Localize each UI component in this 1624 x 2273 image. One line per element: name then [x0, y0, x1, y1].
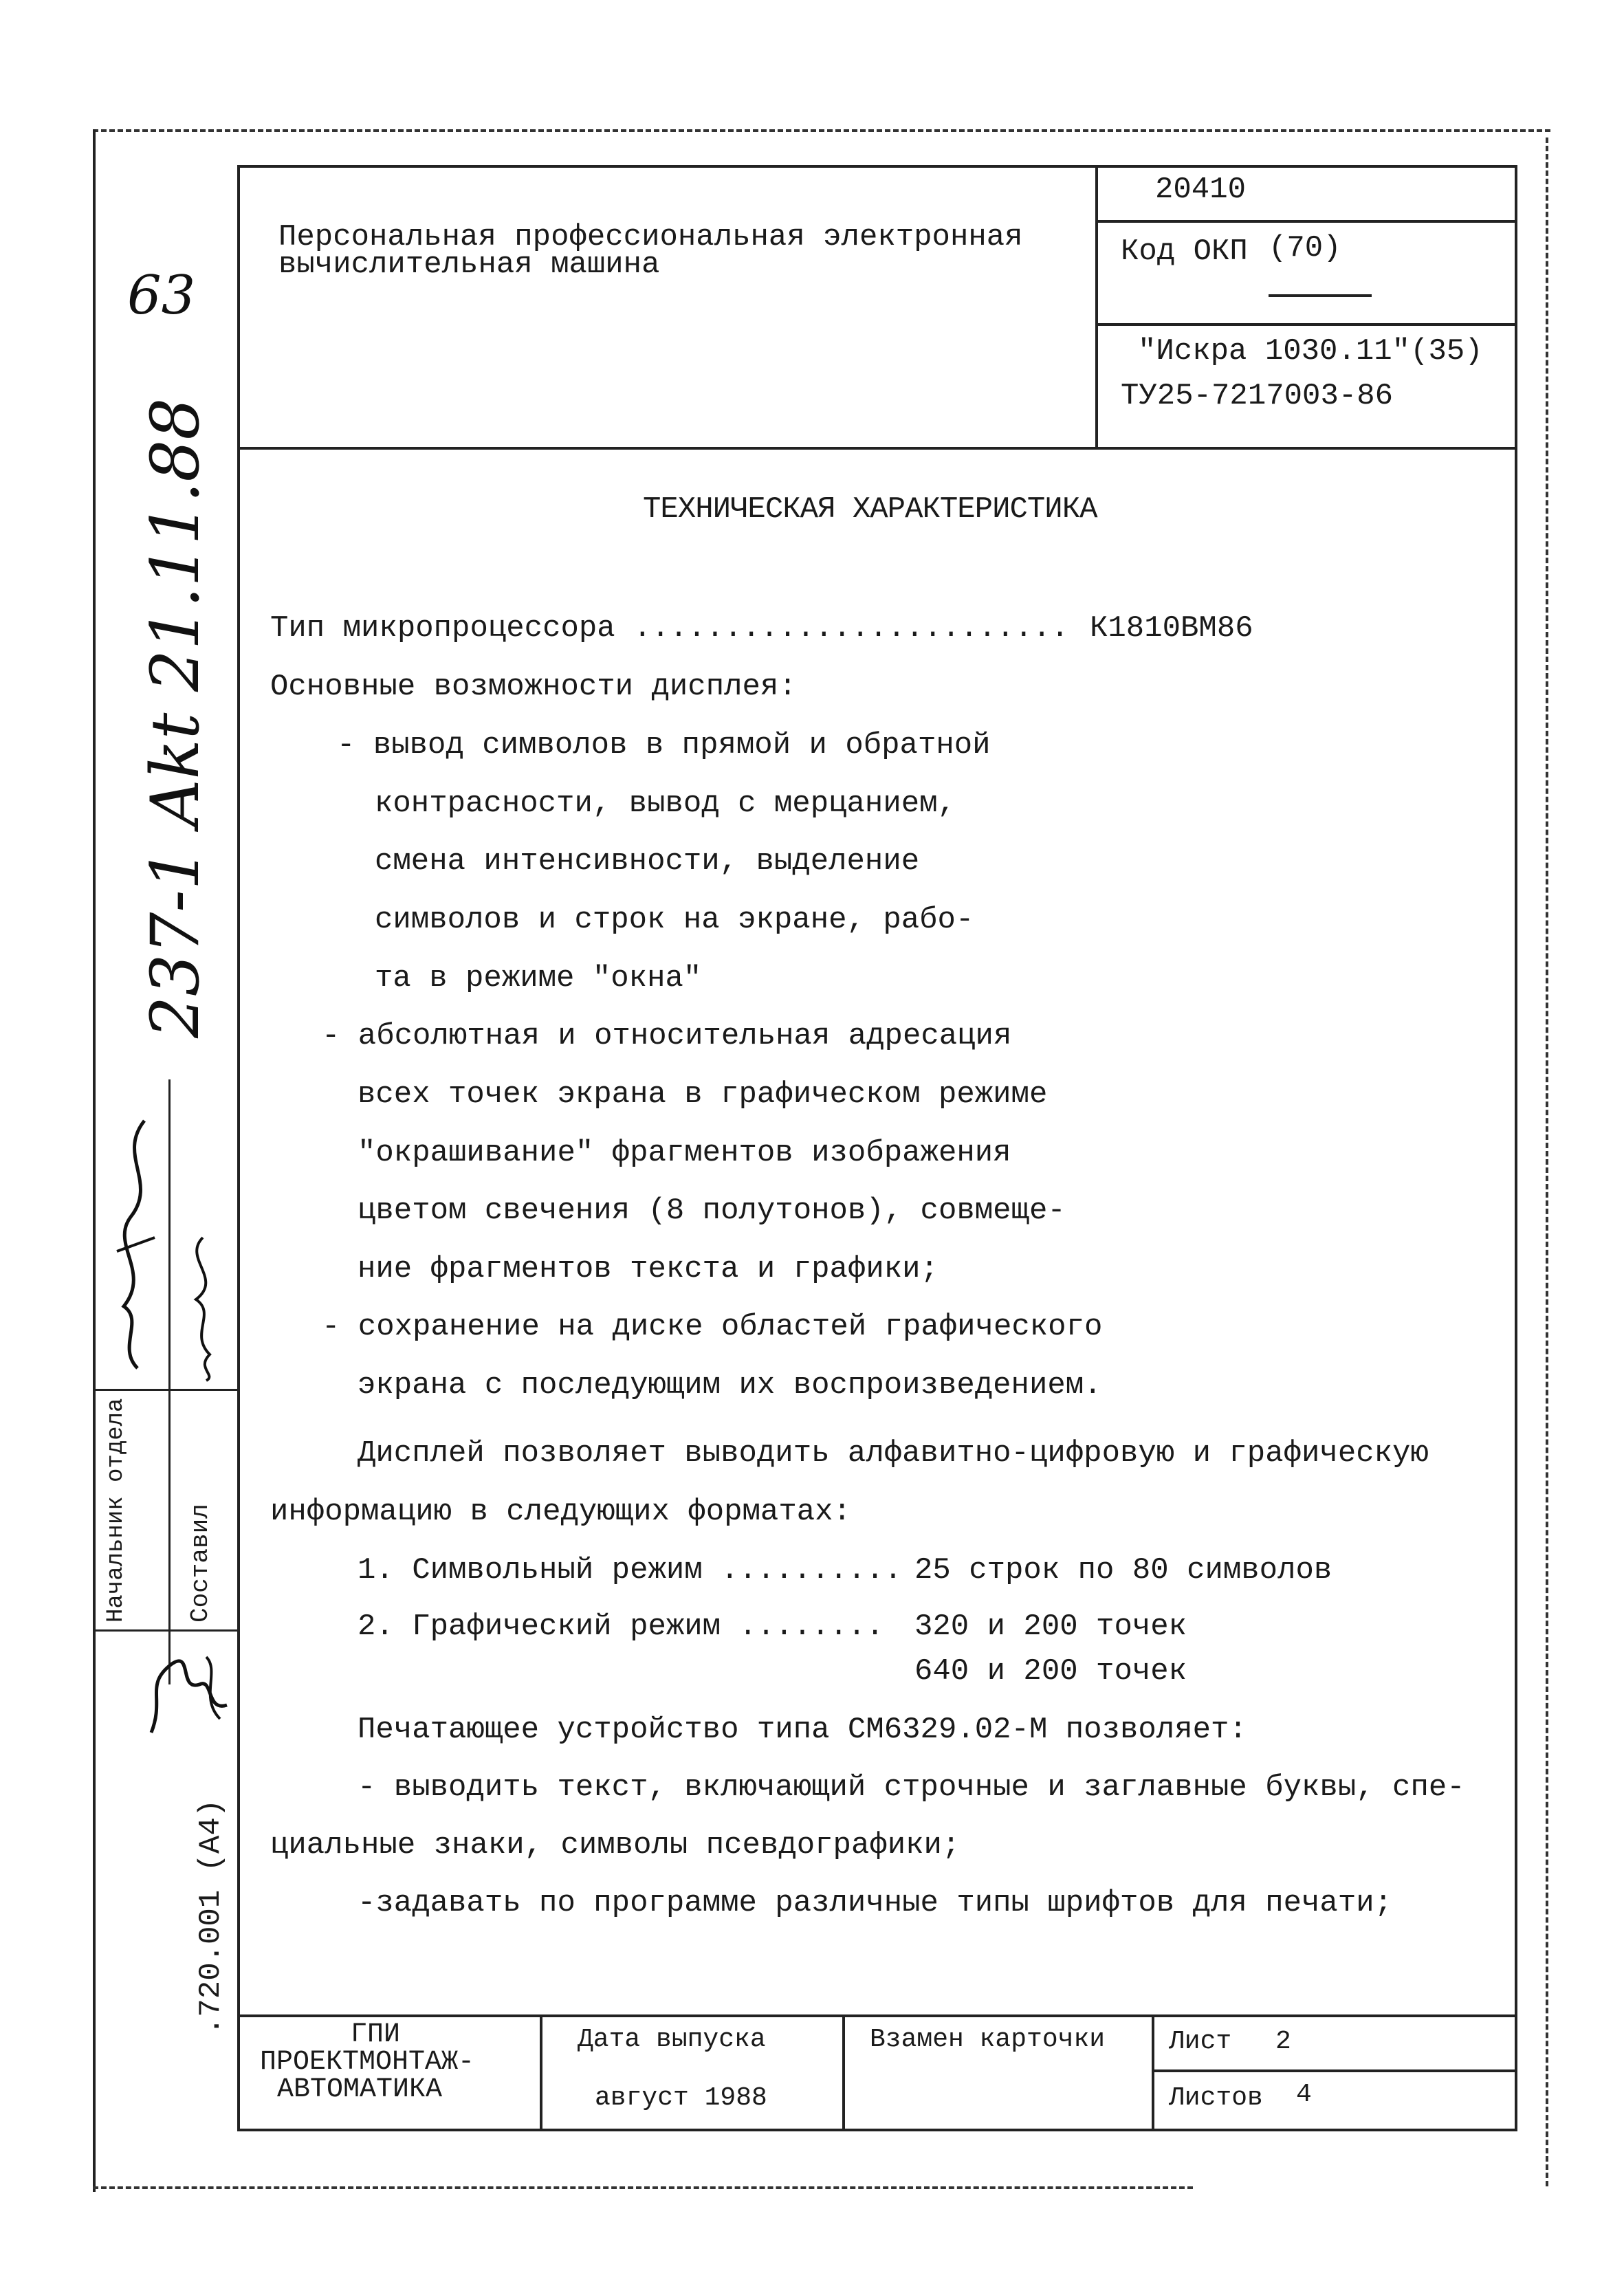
stamp-author-label: Составил: [186, 1504, 215, 1623]
footer-org-line1: ГПИ: [351, 2019, 401, 2050]
tu-number: ТУ25-7217003-86: [1121, 379, 1394, 413]
cpu-value: К1810ВМ86: [1090, 611, 1253, 646]
bullet2-line5: ние фрагментов текста и графики;: [358, 1252, 939, 1286]
printer-b2: -задавать по программе различные типы шрифтов для печати;: [358, 1886, 1393, 1920]
footer-divider-1: [540, 2014, 542, 2131]
frame-right-dashed: [1546, 138, 1548, 2186]
okp-underline: [1269, 294, 1372, 297]
footer-org-line2: ПРОЕКТМОНТАЖ-: [260, 2047, 475, 2078]
footer-org-line3: АВТОМАТИКА: [277, 2074, 443, 2105]
frame-left: [93, 129, 96, 2192]
signature-head: [103, 1114, 165, 1375]
bullet3-line2: экрана с последующим их воспроизведением.: [358, 1368, 1102, 1403]
formats-intro-line1: Дисплей позволяет выводить алфавитно-цифровую и графическую: [358, 1436, 1429, 1471]
frame-bottom-dashed: [93, 2186, 1193, 2189]
date-value: август 1988: [595, 2083, 767, 2113]
bullet1-line2: контрасности, вывод с мерцанием,: [375, 787, 956, 821]
product-name: Персональная профессиональная электронная вычислительная машина: [278, 220, 1023, 282]
sheets-value: 4: [1296, 2080, 1312, 2109]
sheet-label: Лист: [1169, 2027, 1232, 2056]
mode2-value1: 320 и 200 точек: [914, 1610, 1187, 1644]
replace-label: Взамен карточки: [870, 2025, 1106, 2054]
footer-divider-3: [1152, 2014, 1154, 2131]
stamp-bottom-line: [93, 1629, 237, 1632]
bullet2-line1: - абсолютная и относительная адресация: [322, 1019, 1012, 1053]
stamp-divider-vertical: [168, 1079, 171, 1684]
code-number: 20410: [1155, 173, 1247, 207]
mode2-label: 2. Графический режим ........: [358, 1610, 884, 1644]
form-code: .720.001 (A4): [194, 1799, 228, 2035]
printer-b1-line2: циальные знаки, символы псевдографики;: [270, 1828, 961, 1863]
header-right-line-1: [1095, 220, 1517, 223]
bullet1-line5: та в режиме "окна": [375, 961, 702, 996]
printer-b1-line1: - выводить текст, включающий строчные и заглавные буквы, спе-: [358, 1770, 1465, 1805]
bullet3-line1: - сохранение на диске областей графического: [322, 1310, 1103, 1344]
formats-intro-line2: информацию в следующих форматах:: [270, 1495, 851, 1529]
signature-author: [175, 1231, 230, 1382]
bullet1-line1: - вывод символов в прямой и обратной: [337, 728, 991, 762]
model-name: "Искра 1030.11"(35): [1138, 334, 1483, 369]
footer-sheet-line: [1152, 2069, 1517, 2072]
cpu-label: Тип микропроцессора ........................: [270, 611, 1069, 646]
handwritten-page-number: 63: [127, 265, 196, 327]
okp-value: (70): [1269, 231, 1341, 265]
stamp-head-label: Начальник отдела: [103, 1398, 129, 1623]
sheets-label: Листов: [1169, 2083, 1263, 2113]
header-vertical-divider: [1095, 165, 1098, 448]
handwritten-inventory-note: 237-1 Akt 21.11.88: [137, 397, 214, 1038]
mode2-value2: 640 и 200 точек: [914, 1654, 1187, 1689]
mode1-label: 1. Символьный режим ..........: [358, 1553, 903, 1588]
bullet1-line4: символов и строк на экране, рабо-: [375, 903, 974, 937]
bullet1-line3: смена интенсивности, выделение: [375, 844, 920, 879]
header-bottom-line: [237, 447, 1517, 450]
bullet2-line2: всех точек экрана в графическом режиме: [358, 1077, 1048, 1112]
frame-top-dashed: [93, 129, 1550, 132]
printer-intro: Печатающее устройство типа СМ6329.02-М позволяет:: [358, 1713, 1247, 1747]
page-title: ТЕХНИЧЕСКАЯ ХАРАКТЕРИСТИКА: [643, 492, 1097, 527]
header-right-line-2: [1095, 323, 1517, 326]
bullet2-line4: цветом свечения (8 полутонов), совмеще-: [358, 1194, 1066, 1228]
footer-top-line: [237, 2014, 1517, 2017]
mode1-value: 25 строк по 80 символов: [914, 1553, 1332, 1588]
bullet2-line3: "окрашивание" фрагментов изображения: [358, 1136, 1011, 1170]
okp-label: Код ОКП: [1121, 234, 1248, 269]
display-heading: Основные возможности дисплея:: [270, 670, 797, 704]
date-label: Дата выпуска: [578, 2025, 766, 2054]
sheet-value: 2: [1275, 2027, 1291, 2056]
signature-lower: [138, 1643, 234, 1746]
footer-divider-2: [842, 2014, 845, 2131]
